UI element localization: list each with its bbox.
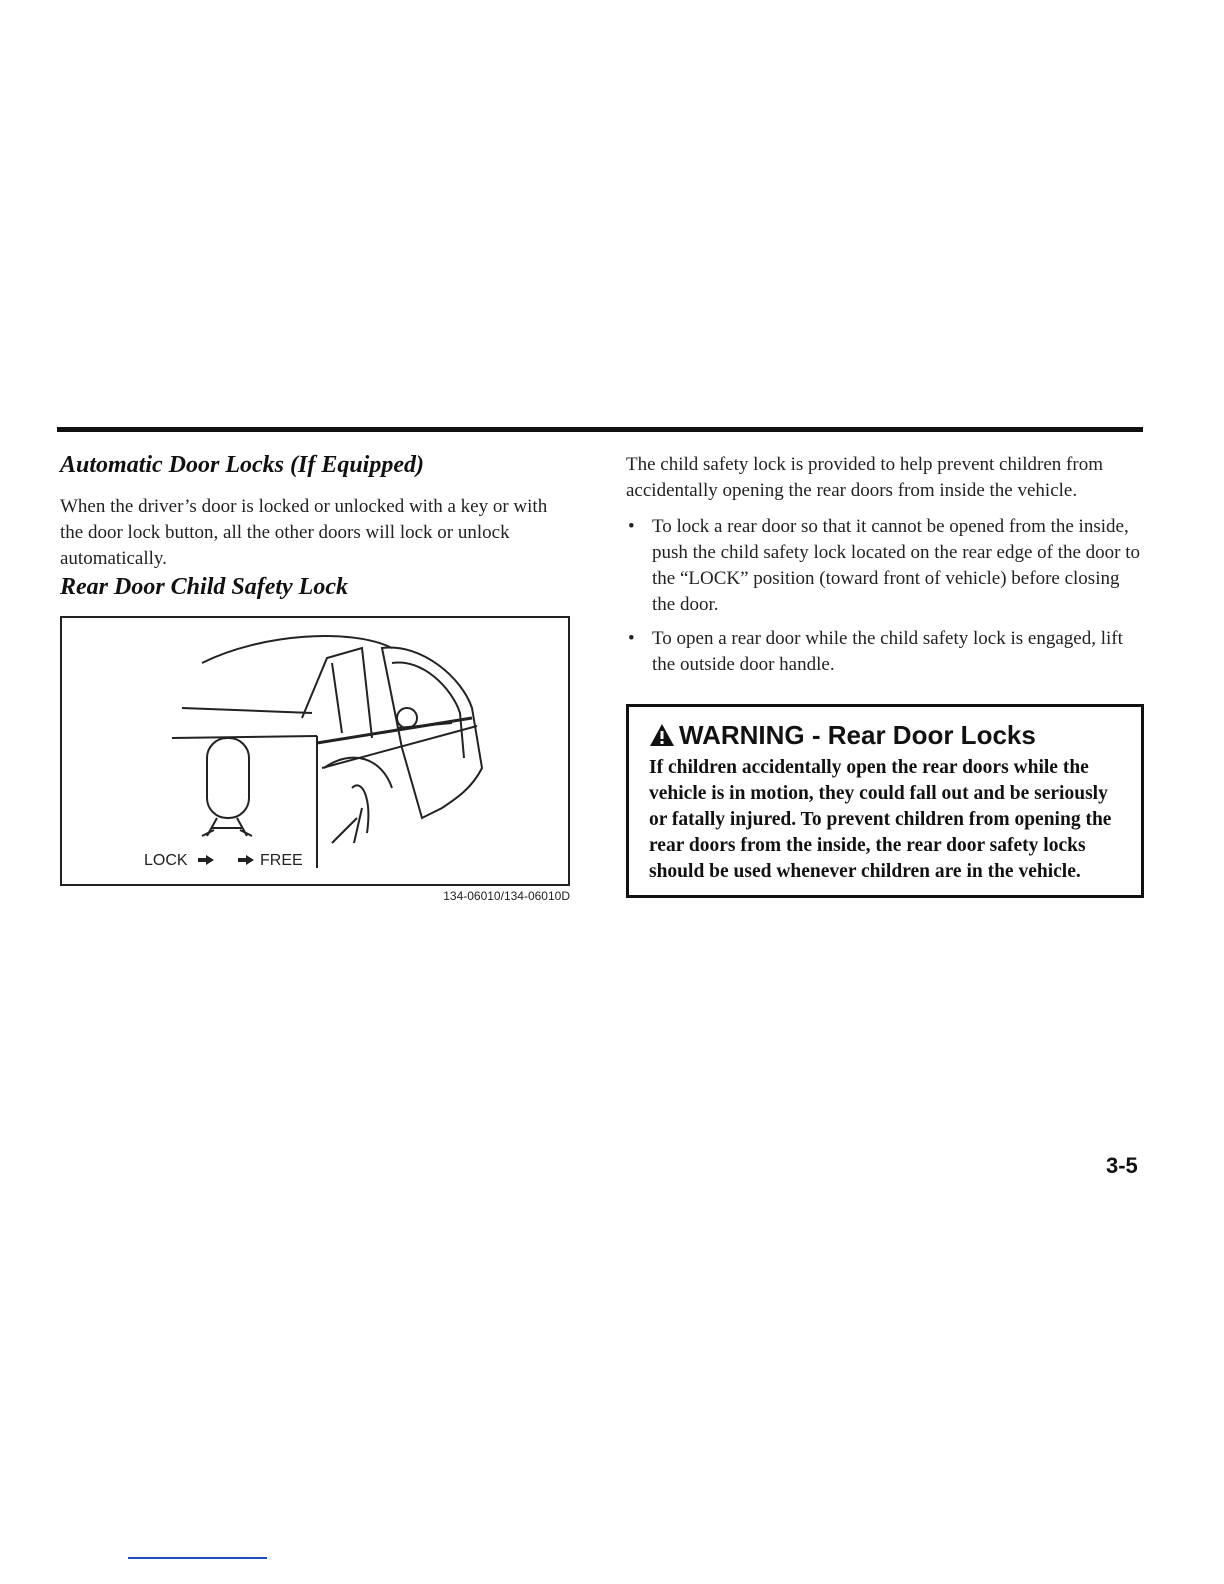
list-item [626, 626, 1144, 678]
warning-title [649, 719, 1121, 751]
instruction-list [626, 514, 1144, 678]
warning-title-text: WARNING - Rear Door Locks [679, 720, 1036, 750]
arrow-right-icon [238, 855, 254, 865]
free-label: FREE [260, 852, 303, 869]
warning-triangle-icon [649, 723, 675, 747]
heading-child-safety-lock: Rear Door Child Safety Lock [60, 574, 348, 600]
section-divider [57, 427, 1143, 432]
footer-link-underline [128, 1557, 267, 1559]
car-door-drawing [62, 618, 568, 884]
heading-automatic-door-locks: Automatic Door Locks (If Equipped) [60, 452, 424, 478]
left-column [60, 450, 575, 903]
right-column [626, 452, 1144, 898]
child-lock-illustration [60, 616, 570, 886]
paragraph-automatic-door-locks: When the driver’s door is locked or unlocked with a key or with the door lock button, all the other doors will lock or unlock automatically. [60, 496, 548, 569]
figure-caption: 134-06010/134-06010D [443, 889, 570, 903]
list-item-text: To open a rear door while the child safety lock is engaged, lift the outside door handle. [652, 628, 1123, 675]
intro-paragraph: The child safety lock is provided to help prevent children from accidentally opening the rear doors from inside the vehicle. [626, 454, 1103, 501]
warning-text: If children accidentally open the rear doors while the vehicle is in motion, they could fall out and be seriously or fatally injured. To prevent children from opening the rear doors from the inside, the rear door safety locks should be used whenever children are in the vehicle. [649, 757, 1112, 882]
page-number: 3-5 [1106, 1153, 1138, 1178]
lock-label: LOCK [144, 852, 188, 869]
warning-box [626, 704, 1144, 898]
arrow-left-icon [198, 855, 214, 865]
bullet-icon: • [628, 516, 635, 537]
bullet-icon: • [628, 628, 635, 649]
list-item [626, 514, 1144, 618]
list-item-text: To lock a rear door so that it cannot be opened from the inside, push the child safety lock located on the rear edge of the door to the “LOCK” position (toward front of vehicle) before closing the door. [652, 516, 1141, 615]
